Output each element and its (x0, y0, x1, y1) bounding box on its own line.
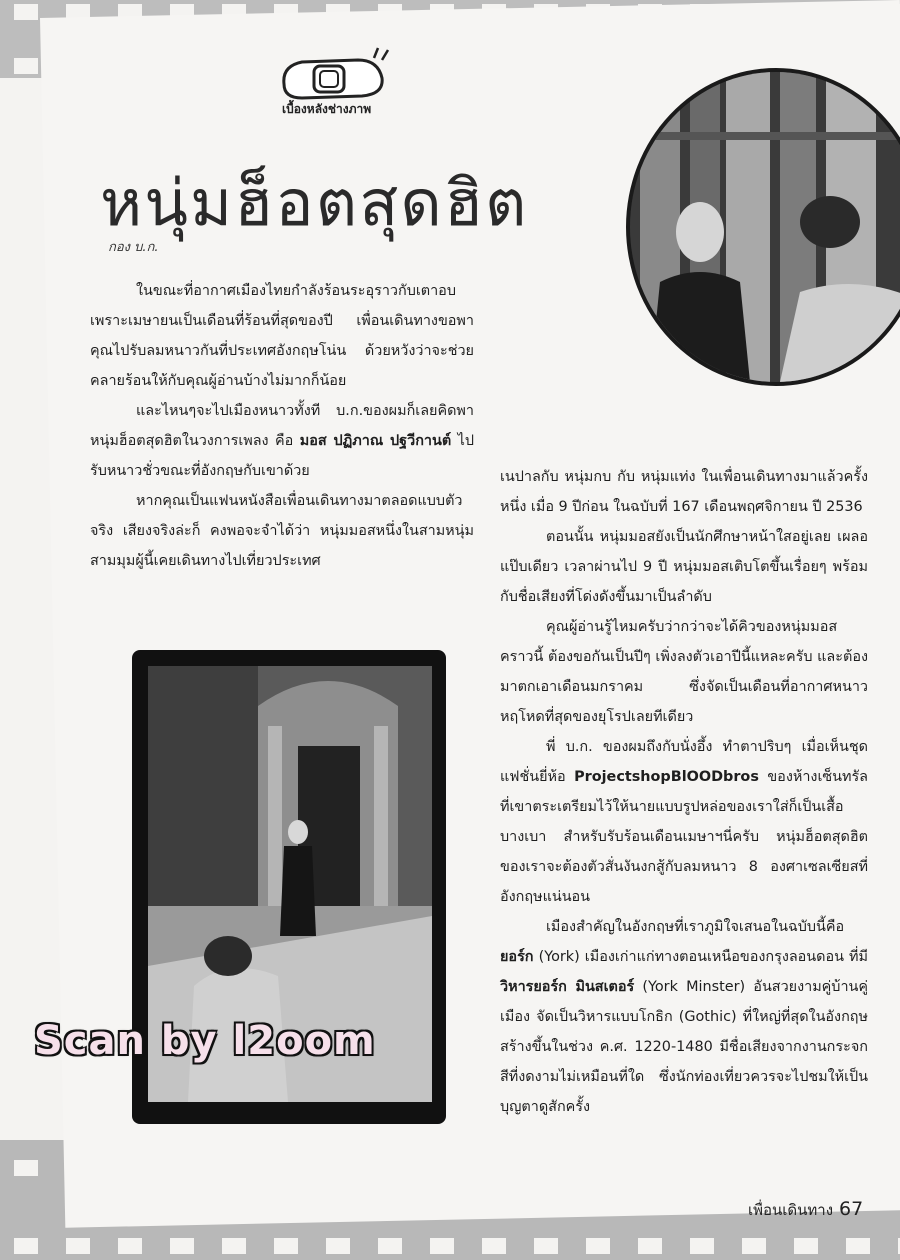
page-folio (748, 1198, 863, 1222)
artist-name: มอส ปฏิภาณ ปฐวีกานต์ (299, 433, 452, 449)
paragraph: หากคุณเป็นแฟนหนังสือเพื่อนเดินทางมาตลอดแบบตัวจริง เสียงจริงล่ะก็ คงพอจะจำได้ว่า หนุ่มมอสหนึ่งในสามหนุ่มสามมุมผู้นี้เคยเดินทางไปเที่ยวประเทศ (90, 493, 474, 569)
brand-name: ProjectshopBlOODbros (574, 769, 759, 785)
scan-watermark: Scan by l2oom (34, 1018, 376, 1064)
magazine-name: เพื่อนเดินทาง (748, 1201, 834, 1219)
paragraph: พี่ บ.ก. ของผมถึงกับนั่งอึ้ง ทำตาปริบๆ เมื่อเห็นชุดแฟชั่นยี่ห้อ ProjectshopBlOODbros ของห้างเซ็นทรัล ที่เขาตระเตรียมไว้ให้นายแบบรูปหล่อของเราใส่ก็เป็นเสื้อบางเบา สำหรับรับร้อนเดือนเมษาฯนี่ครับ หนุ่มฮ็อตสุดฮิตของเราจะต้องตัวสั่นงันงกสู้กับลมหนาว 8 องศาเซลเซียสที่อังกฤษแน่นอน (500, 739, 868, 905)
camera-icon (278, 44, 398, 104)
paragraph: และไหนๆจะไปเมืองหนาวทั้งที บ.ก.ของผมก็เลยคิดพาหนุ่มฮ็อตสุดฮิตในวงการเพลง คือ มอส ปฏิภาณ ปฐวีกานต์ ไปรับหนาวชั่วขณะที่อังกฤษกับเขาด้วย (90, 403, 474, 479)
page-number: 67 (839, 1198, 864, 1220)
body-column-left (90, 276, 474, 576)
paragraph: เนปาลกับ หนุ่มกบ กับ หนุ่มแท่ง ในเพื่อนเดินทางมาแล้วครั้งหนึ่ง เมื่อ 9 ปีก่อน ในฉบับที่ 167 เดือนพฤศจิกายน ปี 2536 (500, 469, 868, 515)
headline: หนุ่มฮ็อตสุดฮิต (100, 167, 529, 241)
paragraph: คุณผู้อ่านรู้ไหมครับว่ากว่าจะได้คิวของหนุ่มมอสคราวนี้ ต้องขอกันเป็นปีๆ เพิ่งลงตัวเอาปีนี้แหละครับ และต้องมาตกเอาเดือนมกราคม ซึ่งจัดเป็นเดือนที่อากาศหนาวหฤโหดที่สุดของยุโรปเลยทีเดียว (500, 619, 868, 725)
paragraph: เมืองสำคัญในอังกฤษที่เราภูมิใจเสนอในฉบับนี้คือ ยอร์ก (York) เมืองเก่าแก่ทางตอนเหนือของกรุงลอนดอน ที่มี วิหารยอร์ก มินสเตอร์ (York Minster) อันสวยงามคู่บ้านคู่เมือง จัดเป็นวิหารแบบโกธิก (Gothic) ที่ใหญ่ที่สุดในอังกฤษ สร้างขึ้นในช่วง ค.ศ. 1220-1480 มีชื่อเสียงจากงานกระจกสีที่งดงามไม่เหมือนที่ใด ซึ่งนักท่องเที่ยวควรจะไปชมให้เป็นบุญตาดูสักครั้ง (500, 919, 868, 1115)
film-holes (0, 1238, 900, 1254)
body-column-right (500, 462, 868, 1122)
place-name: วิหารยอร์ก มินสเตอร์ (500, 979, 635, 995)
place-name: ยอร์ก (500, 949, 534, 965)
section-label: เบื้องหลังช่างภาพ (282, 102, 372, 116)
paragraph: ในขณะที่อากาศเมืองไทยกำลังร้อนระอุราวกับเตาอบ เพราะเมษายนเป็นเดือนที่ร้อนที่สุดของปี เพื่อนเดินทางขอพาคุณไปรับลมหนาวกันที่ประเทศอังกฤษโน่น ด้วยหวังว่าจะช่วยคลายร้อนให้กับคุณผู้อ่านบ้างไม่มากก็น้อย (90, 283, 474, 389)
byline: กอง บ.ก. (108, 240, 159, 255)
paragraph: ตอนนั้น หนุ่มมอสยังเป็นนักศึกษาหน้าใสอยู่เลย เผลอแป๊บเดียว เวลาผ่านไป 9 ปี หนุ่มมอสเติบโตขึ้นเรื่อยๆ พร้อมกับชื่อเสียงที่โด่งดังขึ้นมาเป็นลำดับ (500, 529, 868, 605)
